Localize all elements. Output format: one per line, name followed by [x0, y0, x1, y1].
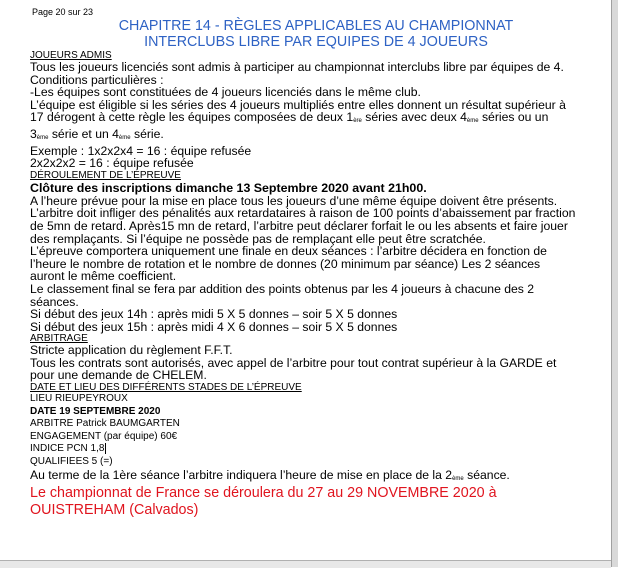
arbitrage-line: Stricte application du règlement F.F.T. — [30, 343, 233, 358]
window-scrollbar-edge — [611, 0, 618, 567]
text-run: Au terme de la 1ère séance l’arbitre indiquera l’heure de mise en place de la 2 — [30, 467, 453, 482]
section-heading-date-lieu: DATE ET LIEU DES DIFFÉRENTS STADES DE L’ÉPREUVE — [30, 382, 302, 394]
superscript: ème — [452, 475, 464, 482]
deroulement-line: de 5mn de retard. Après15 mn de retard, l’arbitre peut déclarer forfait le ou les absents et faire jouer — [30, 218, 568, 233]
superscript: ère — [353, 118, 362, 125]
deroulement-line: L’arbitre doit infliger des pénalités aux retardataires à raison de 100 points d’abaissement par fraction — [30, 206, 576, 221]
admis-line: L’équipe est éligible si les séries des 4 joueurs multipliés entre elles donnent un résultat supérieur à — [30, 97, 566, 112]
text-run: 17 dérogent à cette règle les équipes composées de deux 1 — [30, 110, 354, 125]
deroulement-line: A l’heure prévue pour la mise en place tous les joueurs d’une même équipe doivent être présents. — [30, 193, 558, 208]
superscript: ème — [118, 134, 131, 141]
final-announcement-line2: OUISTREHAM (Calvados) — [30, 501, 199, 518]
chapter-title-line1: CHAPITRE 14 - RÈGLES APPLICABLES AU CHAMPIONNAT — [118, 18, 514, 34]
date-value: DATE 19 SEPTEMBRE 2020 — [30, 405, 161, 417]
superscript: ème — [36, 134, 49, 141]
text-run: 3 — [30, 126, 37, 141]
closing-date: Clôture des inscriptions dimanche 13 Septembre 2020 avant 21h00. — [30, 180, 427, 195]
indice-value — [30, 443, 608, 456]
indice-text: INDICE PCN 1,8 — [30, 443, 105, 455]
section-heading-deroulement: DÉROULEMENT DE L’ÉPREUVE — [30, 169, 181, 181]
arbitrage-line: Tous les contrats sont autorisés, avec appel de l’arbitre pour tout contrat supérieur à la GARDE et — [30, 355, 557, 370]
admis-line: -Les équipes sont constituées de 4 joueurs licenciés dans le même club. — [30, 85, 421, 100]
text-run: série. — [130, 126, 164, 141]
deroulement-line: Si début des jeux 15h : après midi 4 X 6 donnes – soir 5 X 5 donnes — [30, 319, 398, 334]
seance-line — [30, 469, 608, 486]
qualifiees-value: QUALIFIEES 5 (=) — [30, 456, 113, 468]
deroulement-line: Le classement final se fera par addition des points obtenus par les 4 joueurs à chacune des 2 — [30, 281, 535, 296]
final-announcement-line1: Le championnat de France se déroulera du 27 au 29 NOVEMBRE 2020 à — [30, 485, 497, 502]
text-run: séries avec deux 4 — [361, 110, 467, 125]
deroulement-line: L’épreuve comportera uniquement une finale en deux séances : l’arbitre décidera en fonction de — [30, 244, 547, 259]
admis-line — [30, 111, 608, 128]
chapter-title-line2: INTERCLUBS LIBRE PAR EQUIPES DE 4 JOUEURS — [144, 34, 488, 50]
section-heading-arbitrage: ARBITRAGE — [30, 333, 88, 345]
example-line: Exemple : 1x2x2x4 = 16 : équipe refusée — [30, 143, 252, 158]
text-run: séance. — [463, 467, 510, 482]
admis-line: Conditions particulières : — [30, 72, 164, 87]
arbitrage-line: pour une demande de CHELEM. — [30, 368, 207, 383]
document-page — [30, 6, 608, 518]
text-run: séries ou un — [478, 110, 549, 125]
superscript: ème — [466, 118, 479, 125]
example-line: 2x2x2x2 = 16 : équipe refusée — [30, 156, 194, 171]
text-run: série et un 4 — [48, 126, 119, 141]
admis-line — [30, 128, 608, 145]
page-number: Page 20 sur 23 — [32, 7, 94, 17]
deroulement-line: séances. — [30, 294, 79, 309]
deroulement-line: auront le même coefficient. — [30, 269, 177, 284]
lieu-value: LIEU RIEUPEYROUX — [30, 393, 128, 405]
arbitre-value: ARBITRE Patrick BAUMGARTEN — [30, 418, 180, 430]
deroulement-line: l’heure le nombre de rotation et le nombre de donnes (20 minimum par séance) Les 2 séances — [30, 256, 541, 271]
section-heading-joueurs-admis: JOUEURS ADMIS — [30, 50, 112, 61]
admis-line: Tous les joueurs licenciés sont admis à participer au championnat interclubs libre par équipes de 4. — [30, 60, 564, 74]
text-cursor — [105, 443, 106, 454]
deroulement-line: Si début des jeux 14h : après midi 5 X 5 donnes – soir 5 X 5 donnes — [30, 307, 398, 322]
engagement-value: ENGAGEMENT (par équipe) 60€ — [30, 430, 178, 442]
deroulement-line: des remplaçants. Si l’équipe ne possède pas de remplaçant elle peut être scratchée. — [30, 231, 486, 246]
